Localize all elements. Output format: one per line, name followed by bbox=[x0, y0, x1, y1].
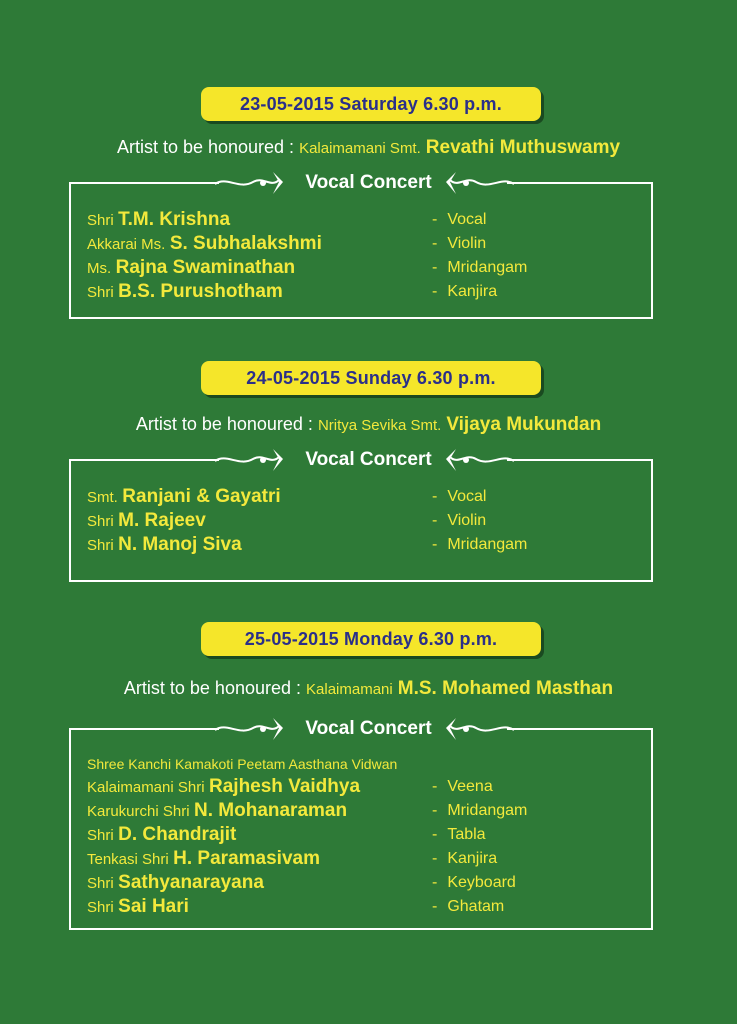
honour-name: Revathi Muthuswamy bbox=[425, 137, 621, 158]
honour-label: Artist to be honoured : bbox=[116, 137, 295, 157]
left-flourish-icon bbox=[213, 714, 293, 744]
honour-label: Artist to be honoured : bbox=[123, 678, 301, 698]
honour-prefix: Kalaimamani bbox=[306, 681, 393, 698]
artist-row: Shri N. Manoj Siva - Mridangam bbox=[87, 534, 528, 555]
honour-name: Vijaya Mukundan bbox=[446, 414, 602, 435]
artist-row: Smt. Ranjani & Gayatri - Vocal bbox=[87, 486, 487, 507]
right-flourish-icon bbox=[436, 445, 516, 475]
artist-row: Tenkasi Shri H. Paramasivam - Kanjira bbox=[87, 848, 498, 869]
honour-prefix: Nritya Sevika Smt. bbox=[317, 417, 442, 434]
artist-row: Karukurchi Shri N. Mohanaraman - Mridangam bbox=[87, 800, 528, 821]
honour-name: M.S. Mohamed Masthan bbox=[397, 678, 614, 699]
right-flourish-icon bbox=[436, 714, 516, 744]
honour-prefix: Kalaimamani Smt. bbox=[299, 140, 421, 157]
vidwan-note: Shree Kanchi Kamakoti Peetam Aasthana Vidwan bbox=[87, 756, 398, 772]
artist-row: Shri Sai Hari - Ghatam bbox=[87, 896, 505, 917]
left-flourish-icon bbox=[213, 445, 293, 475]
section-title: Vocal Concert bbox=[305, 449, 432, 470]
honoured-artist-line bbox=[0, 678, 737, 700]
artist-row: Akkarai Ms. S. Subhalakshmi - Violin bbox=[87, 233, 487, 254]
section-title: Vocal Concert bbox=[305, 172, 432, 193]
event-date-badge: 25-05-2015 Monday 6.30 p.m. bbox=[201, 622, 541, 656]
section-title: Vocal Concert bbox=[305, 718, 432, 739]
event-date-badge: 24-05-2015 Sunday 6.30 p.m. bbox=[201, 361, 541, 395]
artist-row: Kalaimamani Shri Rajhesh Vaidhya - Veena bbox=[87, 776, 493, 797]
artist-list bbox=[87, 486, 647, 558]
honour-label: Artist to be honoured : bbox=[135, 414, 313, 434]
artist-list bbox=[87, 209, 647, 305]
honoured-artist-line bbox=[0, 137, 737, 159]
artist-row: Shri B.S. Purushotham - Kanjira bbox=[87, 281, 498, 302]
honoured-artist-line bbox=[0, 414, 737, 436]
artist-row: Shri T.M. Krishna - Vocal bbox=[87, 209, 487, 230]
artist-row: Ms. Rajna Swaminathan - Mridangam bbox=[87, 257, 528, 278]
artist-row: Shri Sathyanarayana - Keyboard bbox=[87, 872, 516, 893]
artist-row: Shri D. Chandrajit - Tabla bbox=[87, 824, 486, 845]
artist-list bbox=[87, 756, 647, 920]
right-flourish-icon bbox=[436, 168, 516, 198]
event-date-badge: 23-05-2015 Saturday 6.30 p.m. bbox=[201, 87, 541, 121]
left-flourish-icon bbox=[213, 168, 293, 198]
artist-row: Shri M. Rajeev - Violin bbox=[87, 510, 487, 531]
